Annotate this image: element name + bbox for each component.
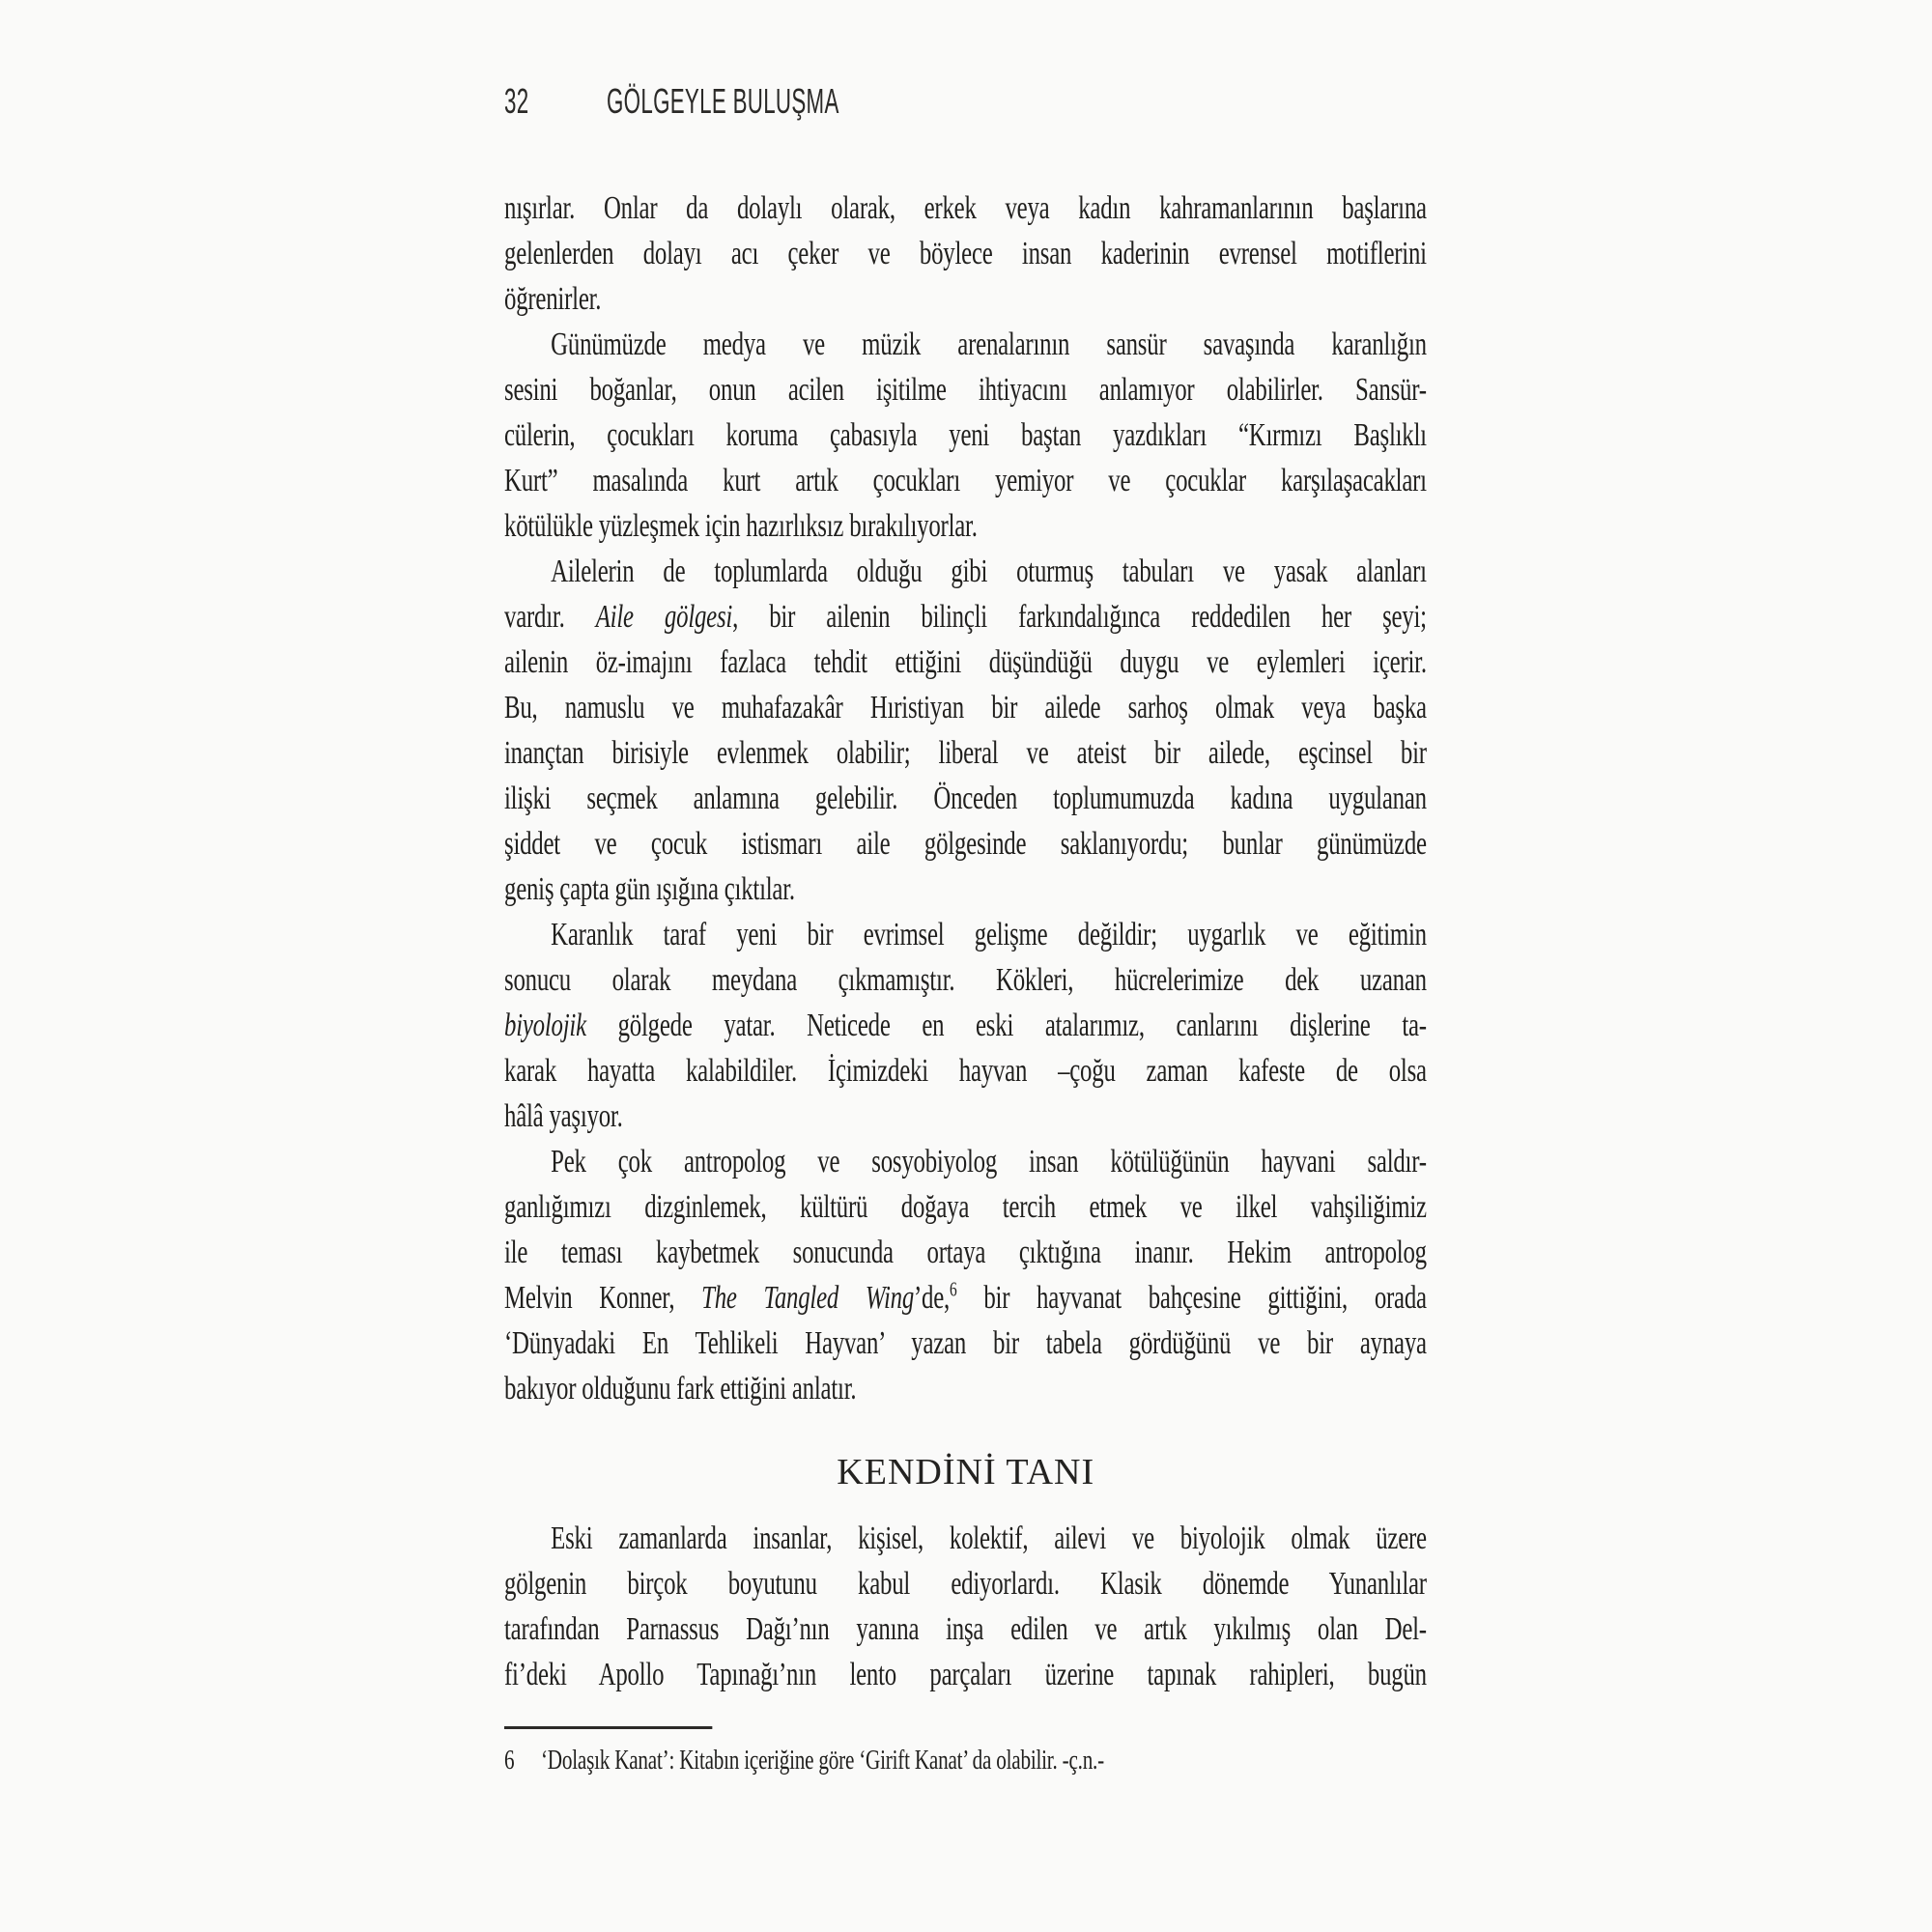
footnote	[504, 1742, 1427, 1778]
text-line: vardır. Aile gölgesi, bir ailenin bilinçli farkındalığınca reddedilen her şeyi;	[504, 599, 1427, 635]
footnote-marker: 6	[504, 1745, 515, 1776]
text-line: cülerin, çocukları koruma çabasıyla yeni baştan yazdıkları “Kırmızı Başlıklı	[504, 417, 1427, 453]
text-line: fi’deki Apollo Tapınağı’nın lento parçaları üzerine tapınak rahipleri, bugün	[504, 1657, 1427, 1692]
text-line: Bu, namuslu ve muhafazakâr Hıristiyan bir ailede sarhoş olmak veya başka	[504, 690, 1427, 725]
text-line: Eski zamanlarda insanlar, kişisel, kolektif, ailevi ve biyolojik olmak üzere	[551, 1520, 1427, 1556]
text-line: bakıyor olduğunu fark ettiğini anlatır.	[504, 1371, 857, 1406]
text-line: Melvin Konner, The Tangled Wing’de,$^6$ bir hayvanat bahçesine gittiğini, orada	[504, 1277, 1427, 1316]
paragraph	[504, 1139, 1427, 1411]
section-heading	[504, 1450, 1427, 1496]
text-line: geniş çapta gün ışığına çıktılar.	[504, 871, 795, 907]
text-line: sesini boğanlar, onun acilen işitilme ihtiyacını anlamıyor olabilirler. Sansür-	[504, 372, 1427, 408]
text-line: ailenin öz-imajını fazlaca tehdit ettiğini düşündüğü duygu ve eylemleri içerir.	[504, 644, 1427, 680]
page-number: 32	[504, 81, 529, 121]
paragraph	[504, 1516, 1427, 1697]
text-line: Pek çok antropolog ve sosyobiyolog insan kötülüğünün hayvani saldır-	[551, 1144, 1427, 1179]
running-header	[504, 81, 1567, 122]
text-line: ‘Dünyadaki En Tehlikeli Hayvan’ yazan bir tabela gördüğünü ve bir aynaya	[504, 1325, 1427, 1361]
text-line: inançtan birisiyle evlenmek olabilir; liberal ve ateist bir ailede, eşcinsel bir	[504, 735, 1427, 771]
text-line: Kurt” masalında kurt artık çocukları yemiyor ve çocuklar karşılaşacakları	[504, 463, 1427, 498]
text-line: nışırlar. Onlar da dolaylı olarak, erkek veya kadın kahramanlarının başlarına	[504, 190, 1427, 226]
text-line: Ailelerin de toplumlarda olduğu gibi oturmuş tabuları ve yasak alanları	[551, 554, 1427, 589]
running-title: GÖLGEYLE BULUŞMA	[607, 81, 839, 121]
paragraph	[504, 549, 1427, 912]
paragraph	[504, 912, 1427, 1139]
text-line: ganlığımızı dizginlemek, kültürü doğaya tercih etmek ve ilkel vahşiliğimiz	[504, 1189, 1427, 1225]
text-line: tarafından Parnassus Dağı’nın yanına inşa edilen ve artık yıkılmış olan Del-	[504, 1611, 1427, 1647]
text-line: ile teması kaybetmek sonucunda ortaya çıktığına inanır. Hekim antropolog	[504, 1235, 1427, 1270]
footnote-reference: 6	[950, 1277, 957, 1301]
text-line: karak hayatta kalabildiler. İçimizdeki hayvan –çoğu zaman kafeste de olsa	[504, 1053, 1427, 1089]
text-line: kötülükle yüzleşmek için hazırlıksız bırakılıyorlar.	[504, 508, 978, 544]
text-line: gelenlerden dolayı acı çeker ve böylece insan kaderinin evrensel motiflerini	[504, 236, 1427, 271]
body-text-column	[504, 185, 1427, 1778]
footnote-text: ‘Dolaşık Kanat’: Kitabın içeriğine göre ‘Girift Kanat’ da olabilir. -ç.n.-	[540, 1745, 1104, 1776]
text-line: hâlâ yaşıyor.	[504, 1098, 623, 1134]
text-line: şiddet ve çocuk istismarı aile gölgesinde saklanıyordu; bunlar günümüzde	[504, 826, 1427, 862]
text-line: gölgenin birçok boyutunu kabul ediyorlardı. Klasik dönemde Yunanlılar	[504, 1566, 1427, 1602]
footnote-separator	[504, 1726, 712, 1729]
text-line: Karanlık taraf yeni bir evrimsel gelişme değildir; uygarlık ve eğitimin	[551, 917, 1427, 952]
text-line: öğrenirler.	[504, 281, 602, 317]
text-line: sonucu olarak meydana çıkmamıştır. Kökleri, hücrelerimize dek uzanan	[504, 962, 1427, 998]
text-line: ilişki seçmek anlamına gelebilir. Önceden toplumumuzda kadına uygulanan	[504, 781, 1427, 816]
paragraph	[504, 185, 1427, 322]
text-line: biyolojik gölgede yatar. Neticede en eski atalarımız, canlarını dişlerine ta-	[504, 1008, 1427, 1043]
text-line: Günümüzde medya ve müzik arenalarının sansür savaşında karanlığın	[551, 327, 1427, 362]
section-heading-text: KENDİNİ TANI	[837, 1452, 1094, 1492]
paragraph	[504, 322, 1427, 549]
